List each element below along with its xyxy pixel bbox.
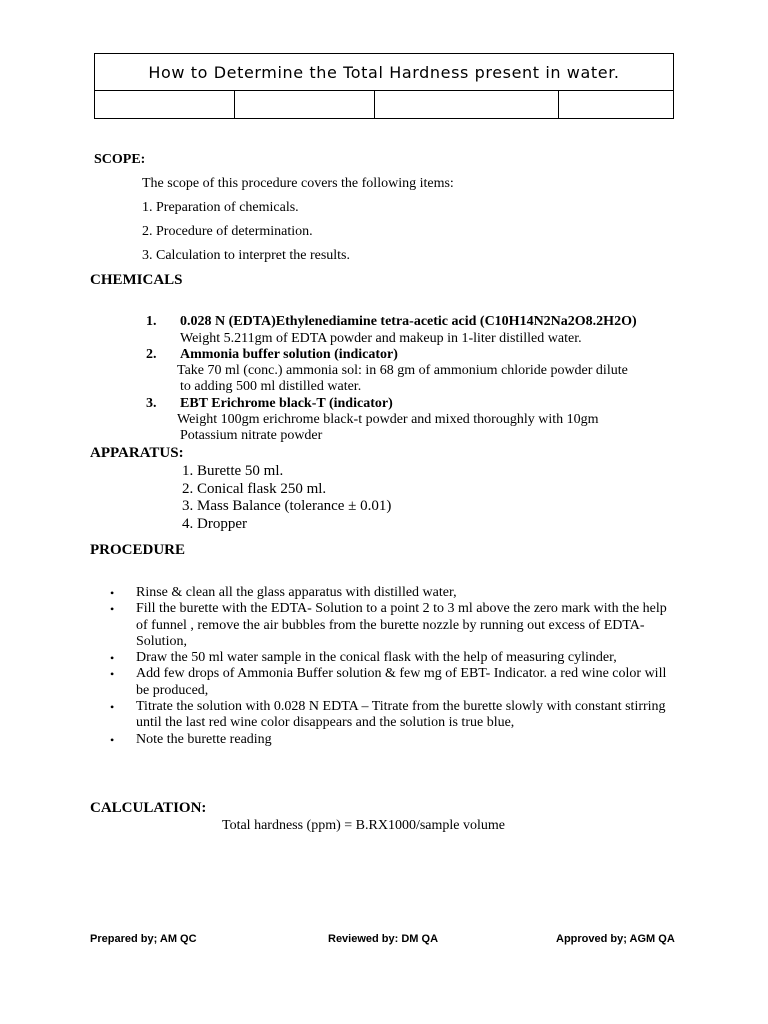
procedure-step-line: until the last red wine color disappears and the solution is true blue, <box>136 715 515 731</box>
chemical-description: Take 70 ml (conc.) ammonia sol: in 68 gm of ammonium chloride powder dilute <box>177 363 628 378</box>
scope-intro: The scope of this procedure covers the following items: <box>142 176 454 191</box>
bullet-icon: • <box>110 732 115 747</box>
calculation-formula: Total hardness (ppm) = B.RX1000/sample volume <box>222 818 505 833</box>
procedure-step <box>110 732 680 748</box>
reviewed-by: Reviewed by: DM QA <box>328 933 439 945</box>
table-cell <box>375 91 559 119</box>
bullet-icon: • <box>110 602 115 617</box>
calculation-heading: CALCULATION: <box>90 800 207 816</box>
scope-heading: SCOPE: <box>94 152 146 167</box>
chemical-description: to adding 500 ml distilled water. <box>180 379 362 394</box>
table-cell <box>95 91 235 119</box>
scope-item: 2. Procedure of determination. <box>142 224 313 239</box>
chemical-description: Weight 100gm erichrome black-t powder and mixed thoroughly with 10gm <box>177 412 599 427</box>
table-cell <box>235 91 375 119</box>
apparatus-item: 3. Mass Balance (tolerance ± 0.01) <box>182 498 392 514</box>
chemical-number: 2. <box>146 347 157 362</box>
procedure-step-line: Solution, <box>136 633 187 649</box>
procedure-heading: PROCEDURE <box>90 542 186 558</box>
procedure-step-line: of funnel , remove the air bubbles from the burette nozzle by running out excess of EDTA- <box>136 617 645 633</box>
chemical-number: 3. <box>146 396 157 411</box>
bullet-icon: • <box>110 651 115 666</box>
title-table-cells <box>95 91 673 119</box>
procedure-step <box>110 650 680 666</box>
approved-by: Approved by; AGM QA <box>556 933 675 945</box>
title-table <box>94 53 674 119</box>
apparatus-item: 4. Dropper <box>182 516 247 532</box>
prepared-by: Prepared by; AM QC <box>90 933 197 945</box>
procedure-step-line: Add few drops of Ammonia Buffer solution & few mg of EBT- Indicator. a red wine color will <box>136 666 667 682</box>
procedure-step <box>110 601 680 650</box>
scope-item: 3. Calculation to interpret the results. <box>142 248 351 263</box>
chemical-description: Potassium nitrate powder <box>180 428 323 443</box>
table-cell <box>559 91 673 119</box>
chemical-number: 1. <box>146 314 157 329</box>
bullet-icon: • <box>110 586 115 600</box>
apparatus-item: 2. Conical flask 250 ml. <box>182 481 327 497</box>
procedure-step-line: be produced, <box>136 682 209 698</box>
chemicals-heading: CHEMICALS <box>90 272 183 288</box>
document-title: How to Determine the Total Hardness present in water. <box>95 54 673 91</box>
procedure-step <box>110 699 680 732</box>
procedure-step-line: Titrate the solution with 0.028 N EDTA – Titrate from the burette slowly with constant stirring <box>136 699 666 715</box>
scope-item: 1. Preparation of chemicals. <box>142 200 299 215</box>
procedure-step <box>110 585 680 601</box>
apparatus-item: 1. Burette 50 ml. <box>182 463 284 479</box>
chemical-name: Ammonia buffer solution (indicator) <box>180 347 398 362</box>
apparatus-heading: APPARATUS: <box>90 445 184 461</box>
bullet-icon: • <box>110 667 115 682</box>
procedure-step-line: Draw the 50 ml water sample in the conical flask with the help of measuring cylinder, <box>136 650 617 666</box>
procedure-step-line: Fill the burette with the EDTA- Solution to a point 2 to 3 ml above the zero mark with the help <box>136 601 667 617</box>
chemical-name: 0.028 N (EDTA)Ethylenediamine tetra-acetic acid (C10H14N2Na2O8.2H2O) <box>180 314 637 329</box>
procedure-step <box>110 666 680 699</box>
procedure-step-line: Rinse & clean all the glass apparatus with distilled water, <box>136 585 457 600</box>
chemical-name: EBT Erichrome black-T (indicator) <box>180 396 393 411</box>
procedure-step-line: Note the burette reading <box>136 731 272 747</box>
procedure-list <box>110 585 680 748</box>
chemical-description: Weight 5.211gm of EDTA powder and makeup in 1-liter distilled water. <box>180 331 582 346</box>
bullet-icon: • <box>110 700 115 715</box>
